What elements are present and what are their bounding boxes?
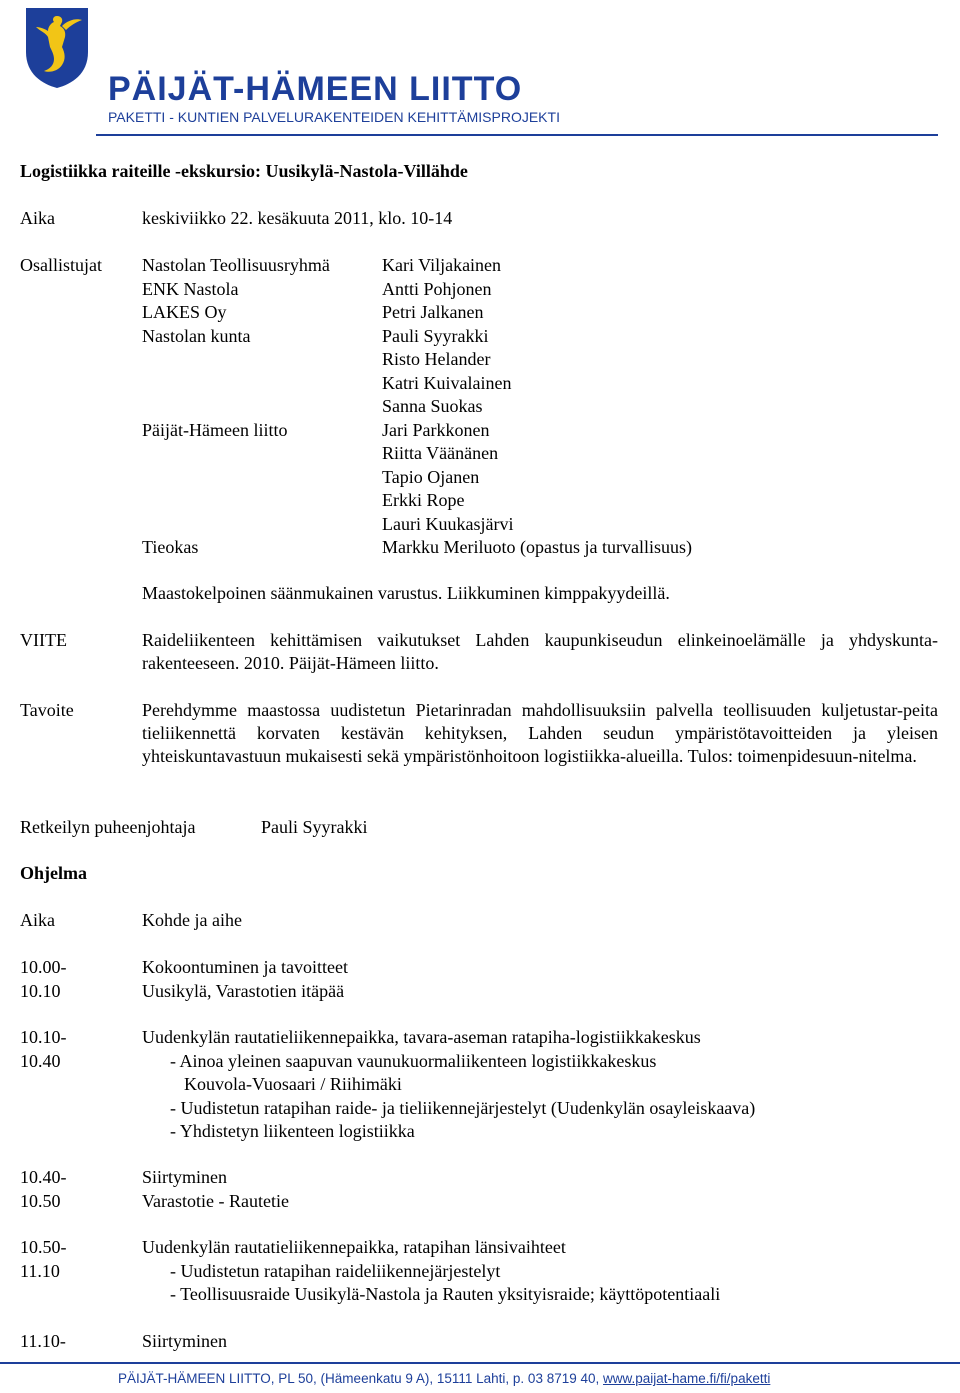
program-time <box>20 956 67 1003</box>
participant-name: Markku Meriluoto (opastus ja turvallisuus) <box>382 537 692 557</box>
org-item: Tieokas <box>142 537 199 557</box>
document-title: Logistiikka raiteille -ekskursio: Uusikylä-Nastola-Villähde <box>20 161 468 181</box>
footer-link[interactable]: www.paijat-hame.fi/fi/paketti <box>603 1371 771 1386</box>
topic-line: Uudenkylän rautatieliikennepaikka, ratapihan länsivaihteet <box>142 1237 566 1257</box>
topic-line: - Uudistetun ratapihan raideliikennejärjestelyt <box>170 1260 501 1281</box>
participant-name: Sanna Suokas <box>382 396 483 416</box>
footer-address: PÄIJÄT-HÄMEEN LIITTO, PL 50, (Hämeenkatu 9 A), 15111 Lahti, p. 03 8719 40, <box>118 1371 604 1386</box>
project-name: PAKETTI - KUNTIEN PALVELURAKENTEIDEN KEHITTÄMISPROJEKTI <box>108 109 560 125</box>
mermaid-crest-icon <box>24 6 90 90</box>
participant-name: Lauri Kuukasjärvi <box>382 513 514 534</box>
time-start: 10.10- <box>20 1027 67 1047</box>
header-divider <box>96 134 938 136</box>
topic-line: Uudenkylän rautatieliikennepaikka, tavara-aseman ratapiha-logistiikkakeskus <box>142 1027 701 1047</box>
topic-line: Siirtyminen <box>142 1331 227 1351</box>
topic-line: Kokoontuminen ja tavoitteet <box>142 957 348 977</box>
aika-value: keskiviikko 22. kesäkuuta 2011, klo. 10-14 <box>142 208 453 228</box>
org-item: Nastolan Teollisuusryhmä <box>142 255 330 275</box>
osallistujat-label: Osallistujat <box>20 255 102 275</box>
program-topic <box>142 1166 289 1213</box>
org-item: ENK Nastola <box>142 278 239 299</box>
tavoite-label: Tavoite <box>20 700 74 720</box>
org-item: Päijät-Hämeen liitto <box>142 419 288 440</box>
time-start: 10.50- <box>20 1237 67 1257</box>
participant-name: Katri Kuivalainen <box>382 372 512 393</box>
participant-name: Antti Pohjonen <box>382 278 492 299</box>
footer <box>118 1370 770 1388</box>
org-name: PÄIJÄT-HÄMEEN LIITTO <box>108 70 523 108</box>
viite-label: VIITE <box>20 630 67 650</box>
participant-name: Tapio Ojanen <box>382 466 480 487</box>
participant-list <box>382 254 692 560</box>
time-start: 10.00- <box>20 957 67 977</box>
topic-line: Varastotie - Rautetie <box>142 1190 289 1211</box>
time-end: 10.50 <box>20 1190 61 1211</box>
topic-line: - Ainoa yleinen saapuvan vaunukuormaliikenteen logistiikkakeskus <box>170 1050 657 1071</box>
time-start: 11.10- <box>20 1331 66 1351</box>
topic-line: Uusikylä, Varastotien itäpää <box>142 980 345 1001</box>
participant-name: Pauli Syyrakki <box>382 325 489 346</box>
program-time <box>20 1026 67 1073</box>
footer-divider <box>0 1362 960 1364</box>
program-col-time: Aika <box>20 910 55 930</box>
program-col-topic: Kohde ja aihe <box>142 910 242 930</box>
program-time <box>20 1330 66 1354</box>
chair-label: Retkeilyn puheenjohtaja <box>20 817 196 837</box>
participant-name: Erkki Rope <box>382 490 465 510</box>
tavoite-text: Perehdymme maastossa uudistetun Pietarinradan mahdollisuuksiin palvella teollisuuden kuljetustar-peita tieliikennettä korvaten kestävän kehityksen, Lahden seudun ympäristötavoitteiden ja yleisen yhteiskuntavastuun mukaisesti sekä ympäristönhoitoon logistiikka-alueilla. Tulos: toimenpidesuun-nitelma. <box>142 700 938 766</box>
time-start: 10.40- <box>20 1167 67 1187</box>
participant-name: Riitta Väänänen <box>382 443 499 463</box>
topic-line: - Teollisuusraide Uusikylä-Nastola ja Rauten yksityisraide; käyttöpotentiaali <box>170 1284 721 1304</box>
org-item: Nastolan kunta <box>142 325 251 346</box>
participant-name: Kari Viljakainen <box>382 255 502 275</box>
chair-name: Pauli Syyrakki <box>261 817 368 837</box>
topic-line: - Uudistetun ratapihan raide- ja tieliikennejärjestelyt (Uudenkylän osayleiskaava) <box>170 1097 756 1118</box>
topic-line: Siirtyminen <box>142 1167 227 1187</box>
viite-text: Raideliikenteen kehittämisen vaikutukset Lahden kaupunkiseudun elinkeinoelämälle ja yhdyskunta-rakenteeseen. 2010. Päijät-Hämeen liitto. <box>142 630 938 673</box>
equipment-note: Maastokelpoinen säänmukainen varustus. Liikkuminen kimppakyydeillä. <box>142 583 670 603</box>
time-end: 10.10 <box>20 980 61 1001</box>
aika-label: Aika <box>20 208 55 228</box>
topic-line: Kouvola-Vuosaari / Riihimäki <box>184 1074 402 1094</box>
program-topic <box>142 1026 755 1144</box>
program-time <box>20 1166 67 1213</box>
time-end: 11.10 <box>20 1260 60 1281</box>
program-time <box>20 1236 67 1283</box>
time-end: 10.40 <box>20 1050 61 1071</box>
program-heading: Ohjelma <box>20 863 87 883</box>
program-topic <box>142 1330 227 1354</box>
participant-name: Petri Jalkanen <box>382 302 484 322</box>
program-topic <box>142 1236 720 1307</box>
org-item: LAKES Oy <box>142 302 227 322</box>
topic-line: - Yhdistetyn liikenteen logistiikka <box>170 1121 415 1141</box>
program-topic <box>142 956 348 1003</box>
participant-name: Jari Parkkonen <box>382 419 490 440</box>
participant-name: Risto Helander <box>382 349 491 369</box>
